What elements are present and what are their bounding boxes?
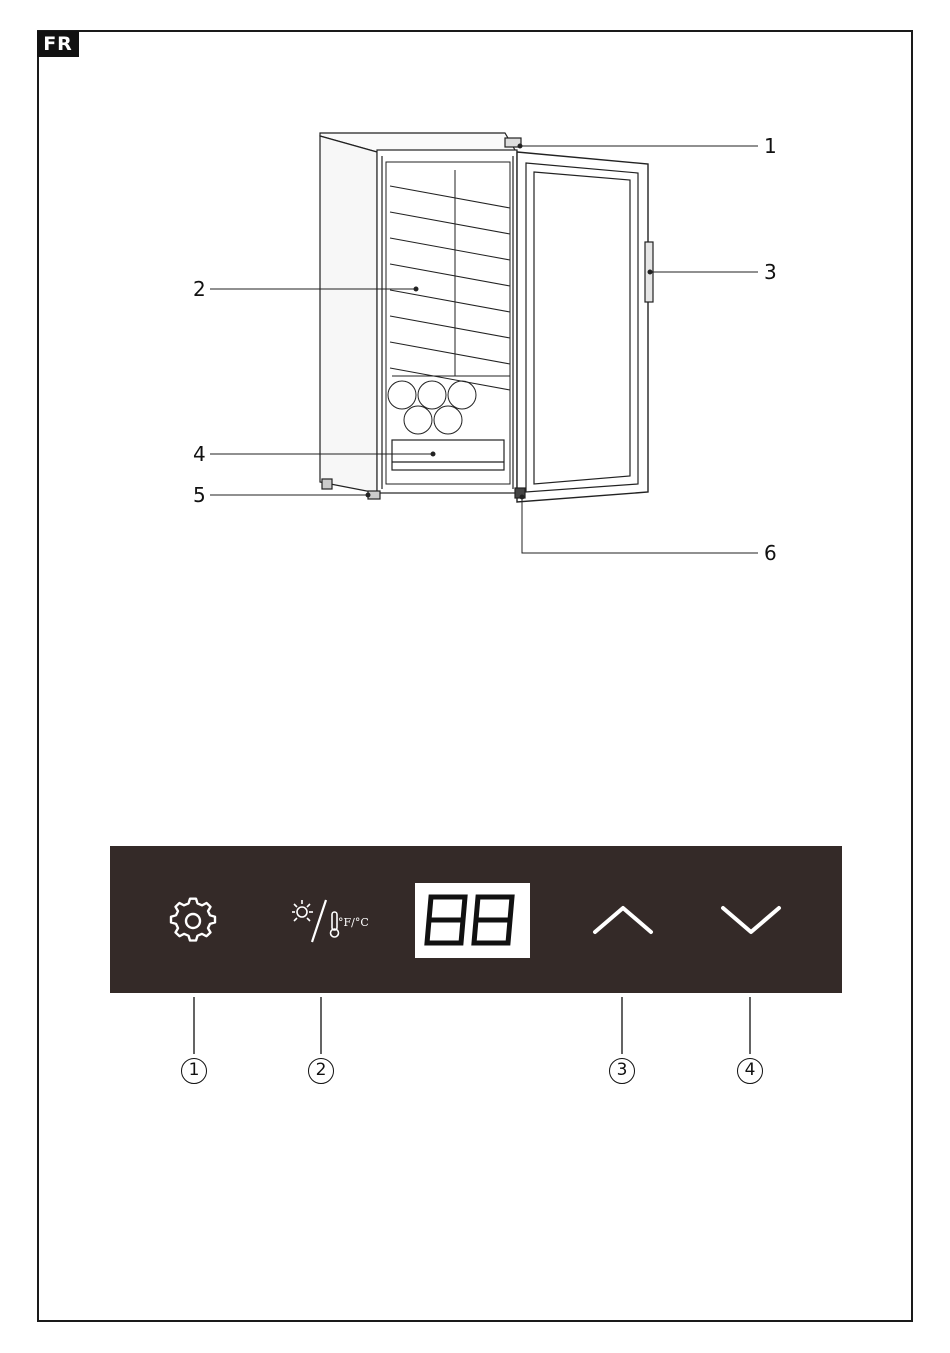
temp-unit-text: °F/°C — [338, 916, 369, 929]
language-tag: FR — [37, 31, 79, 57]
panel-label-3: 3 — [609, 1058, 635, 1084]
callout-1: 1 — [764, 134, 777, 158]
callout-2: 2 — [193, 277, 206, 301]
panel-label-2: 2 — [308, 1058, 334, 1084]
panel-label-1: 1 — [181, 1058, 207, 1084]
callout-6: 6 — [764, 541, 777, 565]
callout-4: 4 — [193, 442, 206, 466]
callout-5: 5 — [193, 483, 206, 507]
panel-label-4: 4 — [737, 1058, 763, 1084]
callout-3: 3 — [764, 260, 777, 284]
